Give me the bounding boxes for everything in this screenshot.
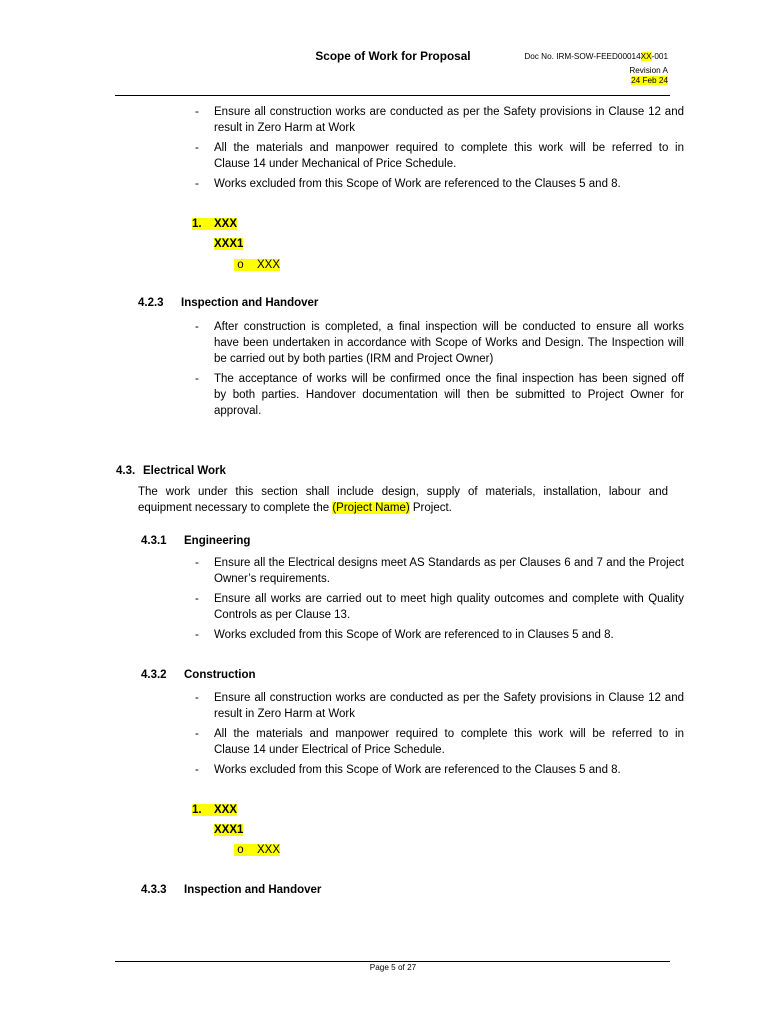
section-heading (0, 882, 768, 898)
section-heading (0, 667, 768, 683)
section-number: 4.3.1 (141, 535, 167, 547)
text-line: Ensure all construction works are conducted as per the Safety provisions in Clause 12 and (214, 106, 684, 118)
bullet-marker: - (195, 728, 199, 740)
list-item-text (214, 176, 684, 192)
section-heading (0, 463, 768, 479)
list-item (195, 140, 684, 172)
text-line: by both parties. Handover documentation will then be submitted to Project Owner for (214, 389, 684, 401)
list-item-text (214, 371, 684, 419)
text-line: The work under this section shall include design, supply of materials, installation, labour and (138, 486, 668, 498)
list-item-text (214, 627, 684, 643)
header-title: Scope of Work for Proposal (315, 49, 471, 63)
revision-date: 24 Feb 24 (631, 76, 668, 85)
circle-bullet-marker: o (237, 844, 244, 857)
text-line: Owner’s requirements. (214, 573, 330, 585)
page-number: Page 5 of 27 (369, 963, 417, 972)
circle-bullet-marker: o (237, 259, 244, 272)
list-item-text (214, 555, 684, 587)
text-line: Ensure all works are carried out to meet high quality outcomes and complete with Quality (214, 593, 684, 605)
bullet-marker: - (195, 178, 199, 190)
section-number: 4.2.3 (138, 297, 164, 309)
sub-item (214, 236, 243, 252)
text-line: Ensure all construction works are conducted as per the Safety provisions in Clause 12 and (214, 692, 684, 704)
footer-rule (115, 961, 670, 962)
section-title: Construction (184, 669, 256, 681)
list-item (195, 690, 684, 722)
text-line (138, 500, 668, 516)
highlighted-placeholder (192, 804, 237, 816)
text-line: result in Zero Harm at Work (214, 708, 356, 720)
section-number: 4.3. (116, 465, 136, 477)
text-line: Ensure all the Electrical designs meet AS Standards as per Clauses 6 and 7 and the Project (214, 557, 684, 569)
bullet-marker: - (195, 321, 199, 333)
list-item-label: XXX (214, 218, 238, 230)
highlighted-placeholder (234, 259, 280, 271)
list-item-label: XXX (214, 804, 238, 816)
section-intro-paragraph (138, 484, 668, 516)
text-line: Clause 14 under Mechanical of Price Schedule. (214, 158, 457, 170)
text-line: After construction is completed, a final inspection will be conducted to ensure all works (214, 321, 684, 333)
list-item (195, 627, 684, 643)
list-item (195, 371, 684, 419)
list-item-text (214, 762, 684, 778)
list-item (195, 591, 684, 623)
project-name-placeholder: (Project Name) (332, 502, 410, 514)
revision-label: Revision A (629, 66, 668, 75)
list-item (195, 319, 684, 367)
highlighted-placeholder (234, 844, 280, 856)
sub-sub-item (234, 257, 280, 273)
list-item-text (214, 591, 684, 623)
text-line: approval. (214, 405, 262, 417)
bullet-marker: - (195, 764, 199, 776)
list-number: 1. (192, 804, 202, 816)
doc-number-suffix: -001 (651, 52, 668, 61)
section-title: Electrical Work (143, 465, 226, 477)
bullet-list (195, 319, 684, 423)
sub-item-label: XXX1 (214, 824, 244, 836)
list-item (195, 726, 684, 758)
list-item (195, 555, 684, 587)
text-line: Controls as per Clause 13. (214, 609, 351, 621)
text-line: All the materials and manpower required to complete this work will be referred to in (214, 142, 684, 154)
section-number: 4.3.2 (141, 669, 167, 681)
list-number: 1. (192, 218, 202, 230)
list-item (195, 762, 684, 778)
text-segment: equipment necessary to complete the (138, 502, 330, 514)
bullet-list (195, 690, 684, 782)
section-title: Inspection and Handover (184, 884, 322, 896)
list-item-text (214, 726, 684, 758)
bullet-marker: - (195, 557, 199, 569)
bullet-marker: - (195, 629, 199, 641)
section-title: Engineering (184, 535, 251, 547)
bullet-marker: - (195, 593, 199, 605)
doc-number-text: Doc No. IRM-SOW-FEED00014 (524, 52, 641, 61)
header-rule (115, 95, 670, 96)
sub-sub-item (234, 842, 280, 858)
sub-sub-item-label: XXX (257, 844, 281, 856)
bullet-list (195, 555, 684, 647)
text-line: be carried out by both parties (IRM and Project Owner) (214, 353, 494, 365)
bullet-list (195, 104, 684, 196)
text-line: Clause 14 under Electrical of Price Schedule. (214, 744, 445, 756)
numbered-item (192, 216, 237, 232)
text-line: result in Zero Harm at Work (214, 122, 356, 134)
text-line: have been undertaken in accordance with Scope of Works and Design. The Inspection will (214, 337, 684, 349)
bullet-marker: - (195, 373, 199, 385)
text-line: Works excluded from this Scope of Work are referenced to in Clauses 5 and 8. (214, 629, 614, 641)
list-item (195, 176, 684, 192)
sub-item (214, 822, 243, 838)
sub-item-label: XXX1 (214, 238, 244, 250)
section-heading (0, 533, 768, 549)
doc-number (448, 52, 668, 62)
highlighted-placeholder (192, 218, 237, 230)
list-item (195, 104, 684, 136)
bullet-marker: - (195, 106, 199, 118)
list-item-text (214, 140, 684, 172)
list-item-text (214, 104, 684, 136)
list-item-text (214, 319, 684, 367)
text-segment: Project. (412, 502, 452, 514)
text-line: Works excluded from this Scope of Work are referenced to the Clauses 5 and 8. (214, 764, 621, 776)
sub-sub-item-label: XXX (257, 259, 281, 271)
list-item-text (214, 690, 684, 722)
revision-date-row (448, 76, 668, 86)
bullet-marker: - (195, 142, 199, 154)
text-line: All the materials and manpower required to complete this work will be referred to in (214, 728, 684, 740)
text-line: Works excluded from this Scope of Work are referenced to the Clauses 5 and 8. (214, 178, 621, 190)
section-number: 4.3.3 (141, 884, 167, 896)
section-heading (0, 295, 768, 311)
numbered-item (192, 802, 237, 818)
text-line: The acceptance of works will be confirmed once the final inspection has been signed off (214, 373, 684, 385)
doc-number-highlight: XX (640, 52, 652, 61)
section-title: Inspection and Handover (181, 297, 319, 309)
bullet-marker: - (195, 692, 199, 704)
